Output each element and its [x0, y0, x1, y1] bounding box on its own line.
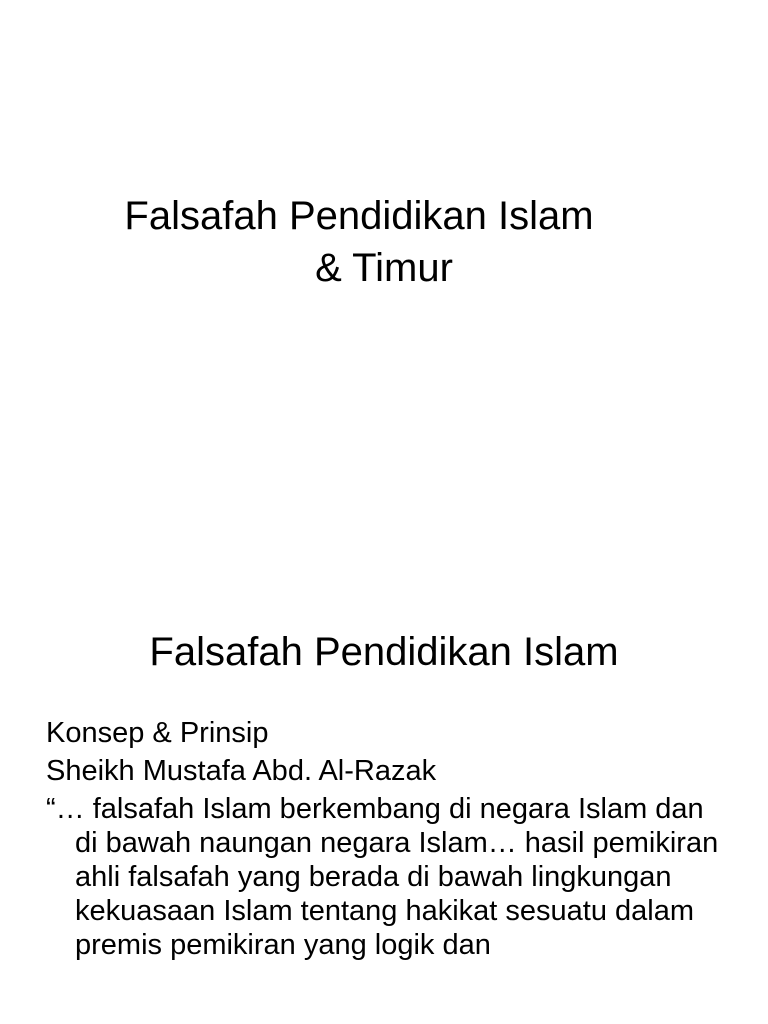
content-slide: [0, 576, 768, 1024]
list-item: Konsep & Prinsip: [46, 717, 269, 749]
list-item: Sheikh Mustafa Abd. Al-Razak: [46, 755, 437, 787]
slide-title-line-1: Falsafah Pendidikan Islam: [124, 194, 594, 238]
content-slide-title: Falsafah Pendidikan Islam: [149, 630, 619, 674]
slide-title-line-2: & Timur: [315, 246, 453, 290]
list-item: “… falsafah Islam berkembang di negara Islam dan di bawah naungan negara Islam… hasil pemikiran ahli falsafah yang berada di bawah lingkungan kekuasaan Islam tentang hakikat sesuatu dalam premis pemikiran yang logik dan: [46, 793, 719, 961]
slide-title: [0, 190, 768, 294]
bullet-list: [46, 716, 726, 966]
